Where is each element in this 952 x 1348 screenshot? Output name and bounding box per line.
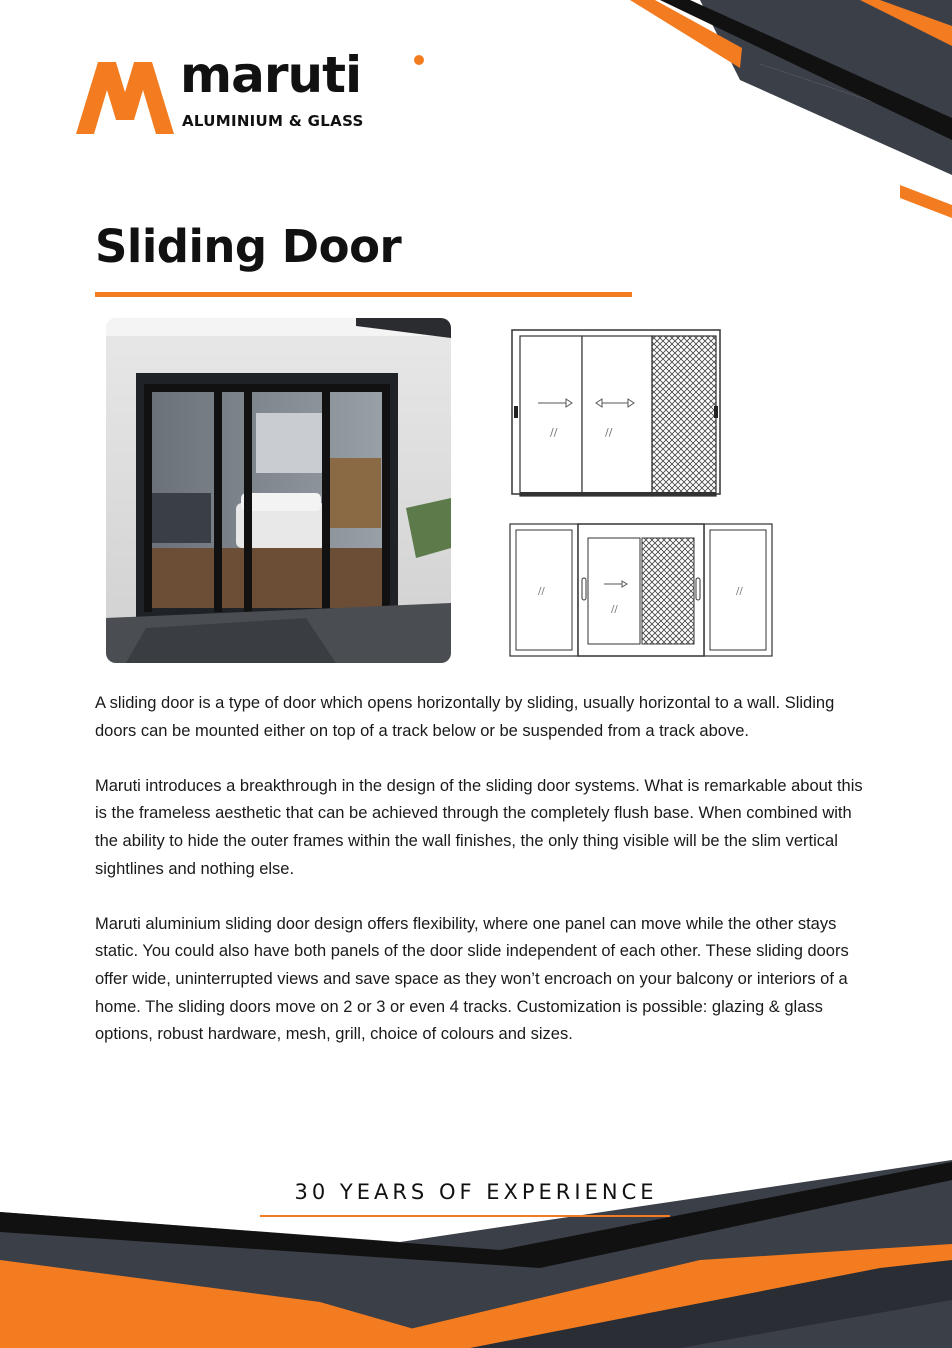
svg-text://: //: [736, 586, 743, 597]
svg-text://: //: [550, 426, 558, 439]
footer-underline: [260, 1215, 670, 1217]
brand-dot-icon: [413, 54, 425, 66]
page-title: Sliding Door: [95, 220, 402, 273]
title-underline: [95, 292, 632, 297]
brand-tagline: ALUMINIUM & GLASS: [182, 112, 364, 130]
sliding-door-photo: [106, 318, 451, 663]
logo-mark-icon: [76, 60, 174, 140]
paragraph-flexibility: Maruti aluminium sliding door design offers flexibility, where one panel can move while the other stays static. You could also have both panels of the door slide independent of each other. These sliding doors offer wide, uninterrupted views and save space as they won’t encroach on your balcony or interiors of a home. The sliding doors move on 2 or 3 or even 4 tracks. Customization is possible: glazing & glass options, robust hardware, mesh, grill, choice of colours and sizes.: [95, 914, 849, 1044]
svg-text://: //: [611, 604, 618, 615]
three-panel-door-diagram: [510, 326, 724, 500]
description: [95, 690, 870, 1076]
four-panel-door-diagram: [508, 522, 774, 660]
footer-tagline: 30 YEARS OF EXPERIENCE: [294, 1180, 658, 1204]
paragraph-intro: A sliding door is a type of door which opens horizontally by sliding, usually horizontal to a wall. Sliding doors can be mounted either on top of a track below or be suspended from a track above.: [95, 694, 835, 740]
svg-text://: //: [605, 426, 613, 439]
svg-text://: //: [538, 586, 545, 597]
paragraph-design: Maruti introduces a breakthrough in the design of the sliding door systems. What is remarkable about this is the frameless aesthetic that can be achieved through the completely flush base. When combined with the ability to hide the outer frames within the wall finishes, the only thing visible will be the slim vertical sightlines and nothing else.: [95, 776, 863, 878]
brand-name: maruti: [180, 46, 362, 104]
brand-logo: [76, 46, 436, 138]
